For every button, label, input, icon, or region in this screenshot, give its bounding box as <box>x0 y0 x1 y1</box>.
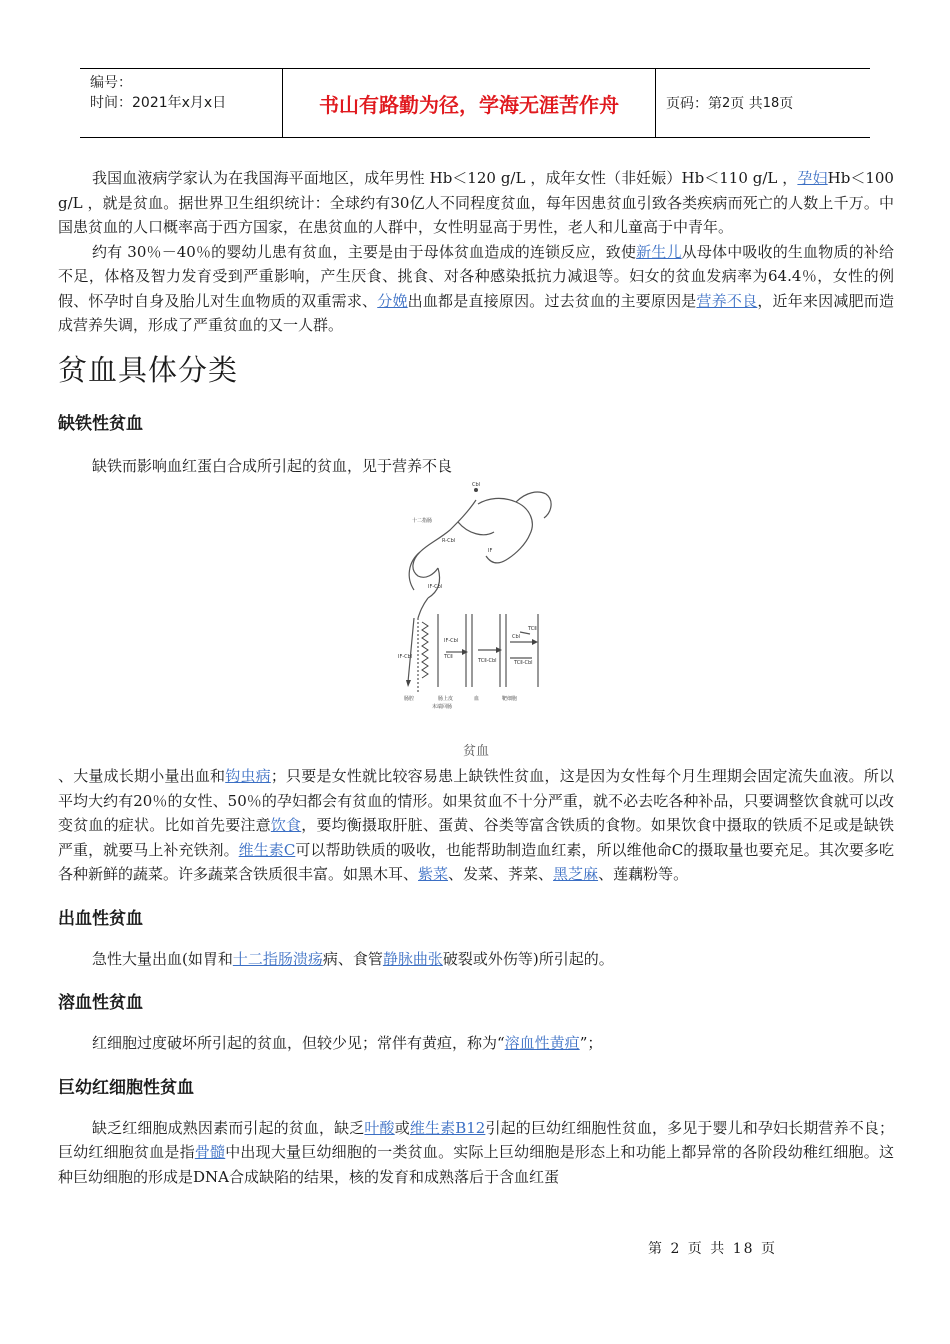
heading-megaloblastic: 巨幼红细胞性贫血 <box>58 1077 194 1098</box>
link-varicose-veins[interactable]: 静脉曲张 <box>382 949 443 968</box>
link-childbirth[interactable]: 分娩 <box>377 291 408 310</box>
link-vitamin-b12[interactable]: 维生素B12 <box>409 1118 486 1137</box>
link-diet[interactable]: 饮食 <box>270 816 302 834</box>
iron-paragraph-1: 缺铁而影响血红蛋白合成所引起的贫血，见于营养不良 <box>92 456 453 475</box>
megaloblastic-paragraph: 缺乏红细胞成熟因素而引起的贫血，缺乏叶酸或维生素B12引起的巨幼红细胞性贫血，多见于婴儿和孕妇长期营养不良；巨幼红细胞贫血是指骨髓中出现大量巨幼细胞的一类贫血。实际上巨幼细胞是形态上和功能上都异常的各阶段幼稚红细胞。这种巨幼细胞的形成是DNA合成缺陷的结果，核的发育和成熟落后于含血红蛋 <box>58 1118 894 1186</box>
header-meta <box>80 69 283 137</box>
link-laver[interactable]: 紫菜 <box>418 865 449 883</box>
heading-iron-deficiency: 缺铁性贫血 <box>58 413 143 434</box>
link-vitamin-c[interactable]: 维生素C <box>238 840 296 859</box>
svg-text:TCⅡ-Cbl: TCⅡ-Cbl <box>514 660 533 666</box>
page-header <box>80 68 870 138</box>
link-pregnant-woman[interactable]: 孕妇 <box>797 169 828 187</box>
svg-text:TCⅡ-Cbl: TCⅡ-Cbl <box>478 658 497 664</box>
intro-paragraph-1: 我国血液病学家认为在我国海平面地区，成年男性 Hb＜120 g/L ，成年女性（非妊娠）Hb＜110 g/L ，孕妇Hb＜100 g/L ，就是贫血。据世界卫生组织统计：全球约有30亿人不同程度贫血，每年因患贫血引致各类疾病而死亡的人数上千万。中国患贫血的人口概率高于西方国家，在患贫血的人群中，女性明显高于男性，老人和儿童高于中青年。 <box>58 169 894 236</box>
code-label: 编号： <box>90 75 132 91</box>
bleeding-paragraph: 急性大量出血(如胃和十二指肠溃疡病、食管静脉曲张破裂或外伤等)所引起的。 <box>92 949 614 968</box>
iron-absorption-diagram <box>398 482 568 712</box>
link-black-sesame[interactable]: 黑芝麻 <box>553 865 599 883</box>
header-motto: 书山有路勤为径，学海无涯苦作舟 <box>283 69 656 137</box>
svg-text:TCⅡ: TCⅡ <box>528 626 537 632</box>
intro-paragraph-2: 约有 30％－40％的婴幼儿患有贫血，主要是由于母体贫血造成的连锁反应，致使新生儿从母体中吸收的生血物质的补给不足，体格及智力发育受到严重影响，产生厌食、挑食、对各种感染抵抗力减退等。妇女的贫血发病率为64.4％，女性的例假、怀孕时自身及胎儿对生血物质的双重需求、分娩出血都是直接原因。过去贫血的主要原因是营养不良，近年来因减肥而造成营养失调，形成了严重贫血的又一人群。 <box>58 242 894 334</box>
link-malnutrition[interactable]: 营养不良 <box>696 291 758 310</box>
anemia-diagram-figure <box>58 478 894 738</box>
svg-text:靶细胞: 靶细胞 <box>502 696 518 702</box>
svg-text:R-Cbl: R-Cbl <box>442 538 456 544</box>
date-label: 时间：2021年x月x日 <box>90 95 227 111</box>
link-folic-acid[interactable]: 叶酸 <box>364 1118 395 1137</box>
page-prefix: 页码：第 <box>666 96 722 112</box>
header-page-number <box>656 69 870 137</box>
iron-paragraph-2: 、大量成长期小量出血和钩虫病；只要是女性就比较容易患上缺铁性贫血，这是因为女性每个月生理期会固定流失血液。所以平均大约有20％的女性、50％的孕妇都会有贫血的情形。如果贫血不十分严重，就不必去吃各种补品，只要调整饮食就可以改变贫血的症状。比如首先要注意饮食，要均衡摄取肝脏、蛋黄、谷类等富含铁质的食物。如果饮食中摄取的铁质不足或是缺铁严重，就要马上补充铁剂。维生素C可以帮助铁质的吸收，也能帮助制造血红素，所以维他命C的摄取量也要充足。其次要多吃各种新鲜的蔬菜。许多蔬菜含铁质很丰富。如黑木耳、紫菜、发菜、荠菜、黑芝麻、莲藕粉等。 <box>58 767 895 883</box>
heading-hemolytic: 溶血性贫血 <box>58 993 143 1013</box>
svg-text:IF: IF <box>488 548 493 554</box>
link-newborn[interactable]: 新生儿 <box>636 242 682 261</box>
hemolytic-paragraph: 红细胞过度破坏所引起的贫血，但较少见；常伴有黄疸，称为“溶血性黄疸”； <box>92 1034 603 1052</box>
heading-hemorrhagic: 出血性贫血 <box>58 908 143 929</box>
svg-text:TCⅡ: TCⅡ <box>444 654 453 660</box>
svg-text:Cbl: Cbl <box>472 482 481 488</box>
svg-text:IF-Cbl: IF-Cbl <box>428 584 443 590</box>
page-mid: 页 共 <box>730 96 763 112</box>
page-total: 18 <box>762 95 780 111</box>
document-body <box>58 166 894 1189</box>
svg-text:肠腔: 肠腔 <box>404 696 415 702</box>
figure-caption: 贫血 <box>462 744 489 759</box>
svg-text:末端回肠: 末端回肠 <box>432 704 453 710</box>
page-suffix: 页 <box>779 96 794 112</box>
page-footer: 第 2 页 共 18 页 <box>648 1241 777 1257</box>
svg-text:IF-Cbl: IF-Cbl <box>398 654 413 660</box>
link-hookworm[interactable]: 钩虫病 <box>225 767 271 785</box>
svg-text:血: 血 <box>474 696 480 702</box>
page-current: 2 <box>722 95 731 111</box>
link-duodenal-ulcer[interactable]: 十二指肠溃疡 <box>232 949 323 968</box>
link-hemolytic-jaundice[interactable]: 溶血性黄疸 <box>504 1034 580 1052</box>
svg-text:十二指肠: 十二指肠 <box>412 518 433 524</box>
svg-text:IF-Cbl: IF-Cbl <box>444 638 459 644</box>
section-title: 贫血具体分类 <box>58 352 239 387</box>
svg-text:Cbl: Cbl <box>512 634 521 640</box>
svg-text:肠上皮: 肠上皮 <box>438 696 454 702</box>
link-bone-marrow[interactable]: 骨髓 <box>194 1143 226 1161</box>
